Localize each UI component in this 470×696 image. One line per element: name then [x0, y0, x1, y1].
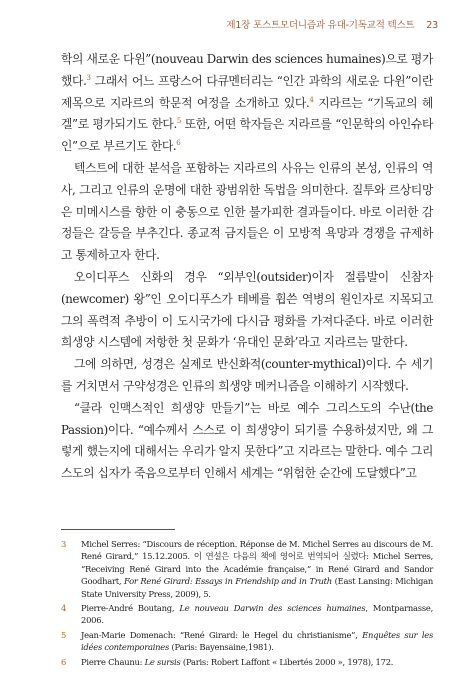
footnote-ref-6[interactable]: 6 [176, 139, 181, 148]
running-title: 포스트모더니즘과 유대-기독교적 텍스트 [252, 20, 415, 31]
footnotes [61, 538, 433, 670]
paragraph-3: 오이디푸스 신화의 경우 “외부인(outsider)이자 절름발이 신참자(newcomer) 왕”인 오이디푸스가 테베를 휩쓴 역병의 원인자로 지목되고 그의 폭력적 추방이 이 도시국가에 다시금 평화를 가져다준다. 바로 이러한 희생양 시스템에 저항한 첫 문화가 ‘유대인 문화’라고 지라르는 말한다. [61, 269, 433, 350]
footnote-number: 6 [61, 656, 67, 667]
footnote-ref-3[interactable]: 3 [86, 73, 91, 82]
footnote-divider [61, 529, 175, 530]
paragraph-2: 텍스트에 대한 분석을 포함하는 지라르의 사유는 인류의 본성, 인류의 역사, 그리고 인류의 운명에 대한 광범위한 독법을 의미한다. 질투와 르상티망은 미메시스를 향한 이 충동으로 인한 불가피한 결과들이다. 바로 이러한 감정들은 갈등을 부추긴다. 종교적 금지들은 이 모방적 욕망과 경쟁을 규제하고 통제하고자 한다. [61, 160, 433, 263]
paragraph-1: 학의 새로운 다윈”(nouveau Darwin des sciences humaines)으로 평가했다.$^3$ 그래서 어느 프랑스어 다큐멘터리는 “인간 과학의 새로운 다윈”이란 제목으로 지라르의 학문적 여정을 소개하고 있다.$^4$ 지라르는 “기독교의 헤겔”로 평가되기도 한다.$^5$ 또한, 어떤 학자들은 지라르를 “인문학의 아인슈타인”으로 부르기도 한다.$^6$ [61, 52, 433, 154]
body-text [61, 49, 433, 485]
chapter-label: 제1장 [226, 20, 251, 31]
footnote-4: 4 Pierre-André Boutang, Le nouveau Darwin des sciences humaines, Montparnasse, 2006. [61, 603, 433, 626]
page-number: 23 [426, 20, 438, 31]
footnote-number: 3 [61, 539, 67, 549]
paragraph-5: “클라 인맥스적인 희생양 만들기”는 바로 예수 그리스도의 수난(the Passion)이다. “예수께서 스스로 이 희생양이 되기를 수용하셨지만, 왜 그렇게 했는지에 대해서는 우리가 알지 못한다”고 지라르는 말한다. 예수 그리스도의 십자가 죽음으로부터 인해서 세계는 “위험한 순간에 도달했다”고 [61, 400, 433, 481]
footnote-3: 3 Michel Serres: “Discours de réception. Réponse de M. Michel Serres au discours de M. René Girard,” 15.12.2005. 이 연설은 다음의 책에 영어로 번역되어 실렸다: Michel Serres, “Receiving René Girard into the Académie française,” in René Girard and Sandor Goodhart, For René Girard: Essays in Friendship and in Truth (East Lansing: Michigan State University Press, 2009), 5. [61, 539, 433, 599]
footnote-number: 5 [61, 629, 67, 640]
footnote-ref-4[interactable]: 4 [309, 95, 314, 104]
footnote-number: 4 [61, 603, 67, 614]
footnote-6: 6 Pierre Chaunu: Le sursis (Paris: Robert Laffont « Libertés 2000 », 1978), 172. [61, 656, 394, 667]
footnote-ref-5[interactable]: 5 [176, 117, 181, 126]
footnote-5: 5 Jean-Marie Domenach: “René Girard: le Hegel du christianisme”, Enquêtes sur les idées contemporaines (Paris: Bayensaine,1981). [61, 629, 433, 653]
paragraph-4: 그에 의하면, 성경은 실제로 반신화적(counter-mythical)이다. 수 세기를 거치면서 구약성경은 인류의 희생양 메커니즘을 이해하기 시작했다. [61, 357, 433, 393]
running-header [226, 17, 438, 31]
